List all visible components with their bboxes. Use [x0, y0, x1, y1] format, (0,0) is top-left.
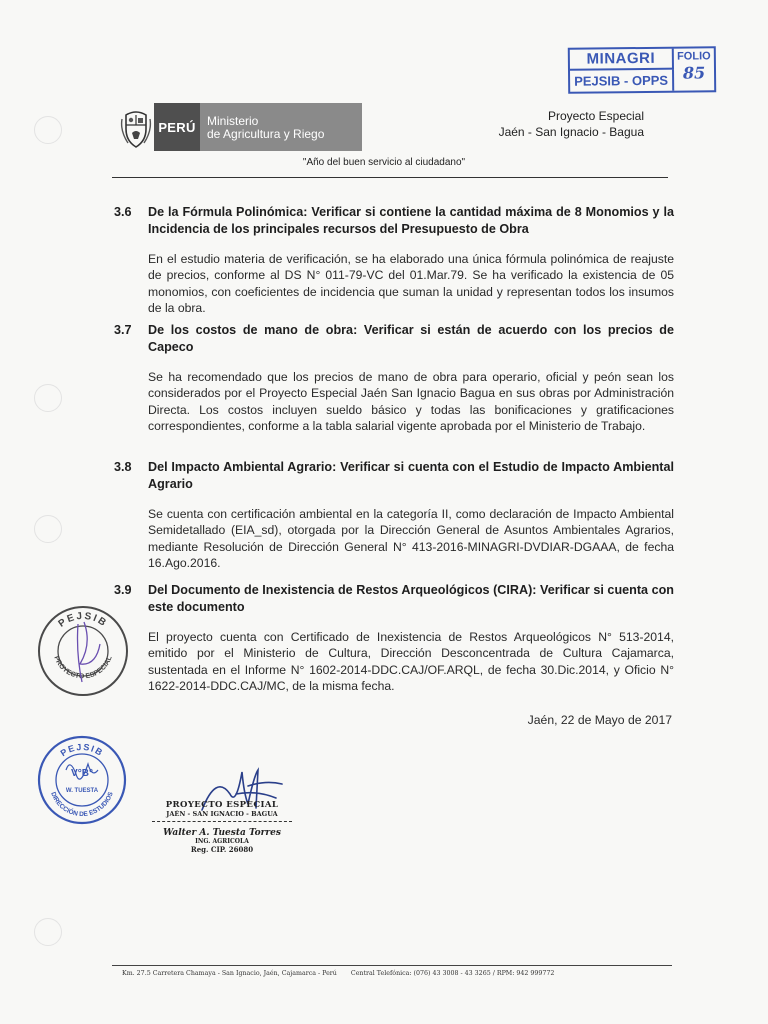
- seal-1-bottom-text: PROYECTO ESPECIAL: [52, 655, 114, 681]
- section-number: 3.6: [114, 205, 132, 219]
- stamp-unit: PEJSIB - OPPS: [570, 70, 674, 92]
- signature-org-line2: JAÉN - SAN IGNACIO - BAGUA: [152, 810, 292, 822]
- seal-2-bottom-text: DIRECCIÓN DE ESTUDIOS: [49, 791, 115, 819]
- stamp-folio-label: FOLIO: [676, 50, 711, 63]
- section-title: De la Fórmula Polinómica: Verificar si contiene la cantidad máxima de 8 Monomios y la Incidencia de los principales recursos del Presupuesto de Obra: [148, 205, 674, 236]
- project-title-line2: Jaén - San Ignacio - Bagua: [498, 125, 644, 139]
- section-number: 3.7: [114, 323, 132, 337]
- section-heading: [114, 322, 674, 356]
- document-date: Jaén, 22 de Mayo de 2017: [527, 713, 672, 727]
- section-heading: [114, 204, 674, 238]
- ministry-logo: [154, 103, 362, 151]
- section-heading: [114, 582, 674, 616]
- signature-block: [152, 800, 292, 854]
- footer-phones: Central Telefónica: (076) 43 3008 - 43 3265 / RPM: 942 999772: [350, 970, 555, 977]
- footer: [122, 970, 554, 977]
- svg-text:PEJSIB: [57, 611, 110, 630]
- header-divider: [112, 177, 668, 178]
- punch-hole-mark: [34, 384, 62, 412]
- section-body: Se cuenta con certificación ambiental en la categoría II, como declaración de Impacto Ambiental Semidetallado (EIA_sd), otorgada por la Dirección General de Asuntos Ambientales Agrarios, mediante Resolución de Dirección General N° 413-2016-MINAGRI-DVDIAR-DGAAA, de fecha 16.Ago.2016.: [148, 507, 674, 571]
- folio-stamp: [568, 46, 716, 94]
- logo-ministry-line2: de Agricultura y Riego: [207, 127, 325, 141]
- section-body: En el estudio materia de verificación, se ha elaborado una única fórmula polinómica de reajuste de precios, conforme al DS N° 011-79-VC del 01.Mar.79. Se ha verificado la existencia de 05 monomios, con coeficientes de incidencia que suman la unidad y representan todos los insumos de la obra.: [148, 252, 674, 316]
- section-number: 3.9: [114, 583, 132, 597]
- punch-hole-mark: [34, 918, 62, 946]
- section-title: De los costos de mano de obra: Verificar si están de acuerdo con los precios de Capeco: [148, 323, 674, 354]
- stamp-folio-number: 85: [682, 63, 706, 83]
- section-3-9: [114, 582, 674, 695]
- section-title: Del Impacto Ambiental Agrario: Verificar si cuenta con el Estudio de Impacto Ambiental Agrario: [148, 460, 674, 491]
- section-3-6: [114, 204, 674, 317]
- signer-registration: Reg. CIP. 26080: [190, 845, 254, 854]
- section-body: El proyecto cuenta con Certificado de Inexistencia de Restos Arqueológicos N° 513-2014, emitido por el Ministerio de Cultura, Dirección Desconcentrada de Cultura Cajamarca, sustentada en el Informe N° 1602-2014-DDC.CAJ/OF.ARQL, de fecha 30.Dic.2014, y Oficio N° 1622-2014-DDC.CAJ/MC, de la misma fecha.: [148, 630, 674, 694]
- round-seal-stamp-blue: [36, 734, 128, 826]
- signer-name: Walter A. Tuesta Torres: [163, 828, 281, 838]
- logo-country: PERÚ: [154, 103, 200, 151]
- svg-text:DIRECCIÓN DE ESTUDIOS: [49, 791, 115, 819]
- section-3-8: [114, 459, 674, 572]
- signer-title: ING. AGRICOLA: [195, 838, 249, 845]
- section-number: 3.8: [114, 460, 132, 474]
- footer-divider: [112, 965, 672, 966]
- punch-hole-mark: [34, 515, 62, 543]
- svg-text:PEJSIB: [59, 742, 106, 758]
- logo-ministry-name: [200, 103, 362, 151]
- project-title-line1: Proyecto Especial: [547, 109, 644, 123]
- project-title: [499, 108, 644, 140]
- footer-address: Km. 27.5 Carretera Chamaya - San Ignacio, Jaén, Cajamarca - Perú: [122, 970, 337, 977]
- seal-2-mid-text: W. TUESTA: [65, 788, 99, 794]
- punch-hole-mark: [34, 116, 62, 144]
- section-body: Se ha recomendado que los precios de mano de obra para operario, oficial y peón sean los considerados por el Proyecto Especial Jaén San Ignacio Bagua en sus obras por Administración Directa. Los costos incluyen sueldo básico y todas las bonificaciones y gratificaciones correspondientes, conforme a la tabla salarial vigente aprobada por el Ministerio de Trabajo.: [148, 370, 674, 434]
- logo-ministry-line1: Ministerio: [207, 114, 259, 128]
- section-heading: [114, 459, 674, 493]
- signature-org-line1: PROYECTO ESPECIAL: [165, 800, 279, 810]
- seal-2-top-text: PEJSIB: [58, 741, 106, 759]
- seal-1-top-text: PEJSIB: [56, 610, 110, 630]
- peru-coat-of-arms-icon: [120, 109, 152, 149]
- stamp-org: MINAGRI: [570, 49, 674, 71]
- seal-2-center-text: V°B°: [71, 768, 93, 779]
- section-title: Del Documento de Inexistencia de Restos Arqueológicos (CIRA): Verificar si cuenta con este documento: [148, 583, 674, 614]
- section-3-7: [114, 322, 674, 435]
- round-seal-stamp-gray: [36, 604, 130, 698]
- year-motto: "Año del buen servicio al ciudadano": [302, 157, 466, 168]
